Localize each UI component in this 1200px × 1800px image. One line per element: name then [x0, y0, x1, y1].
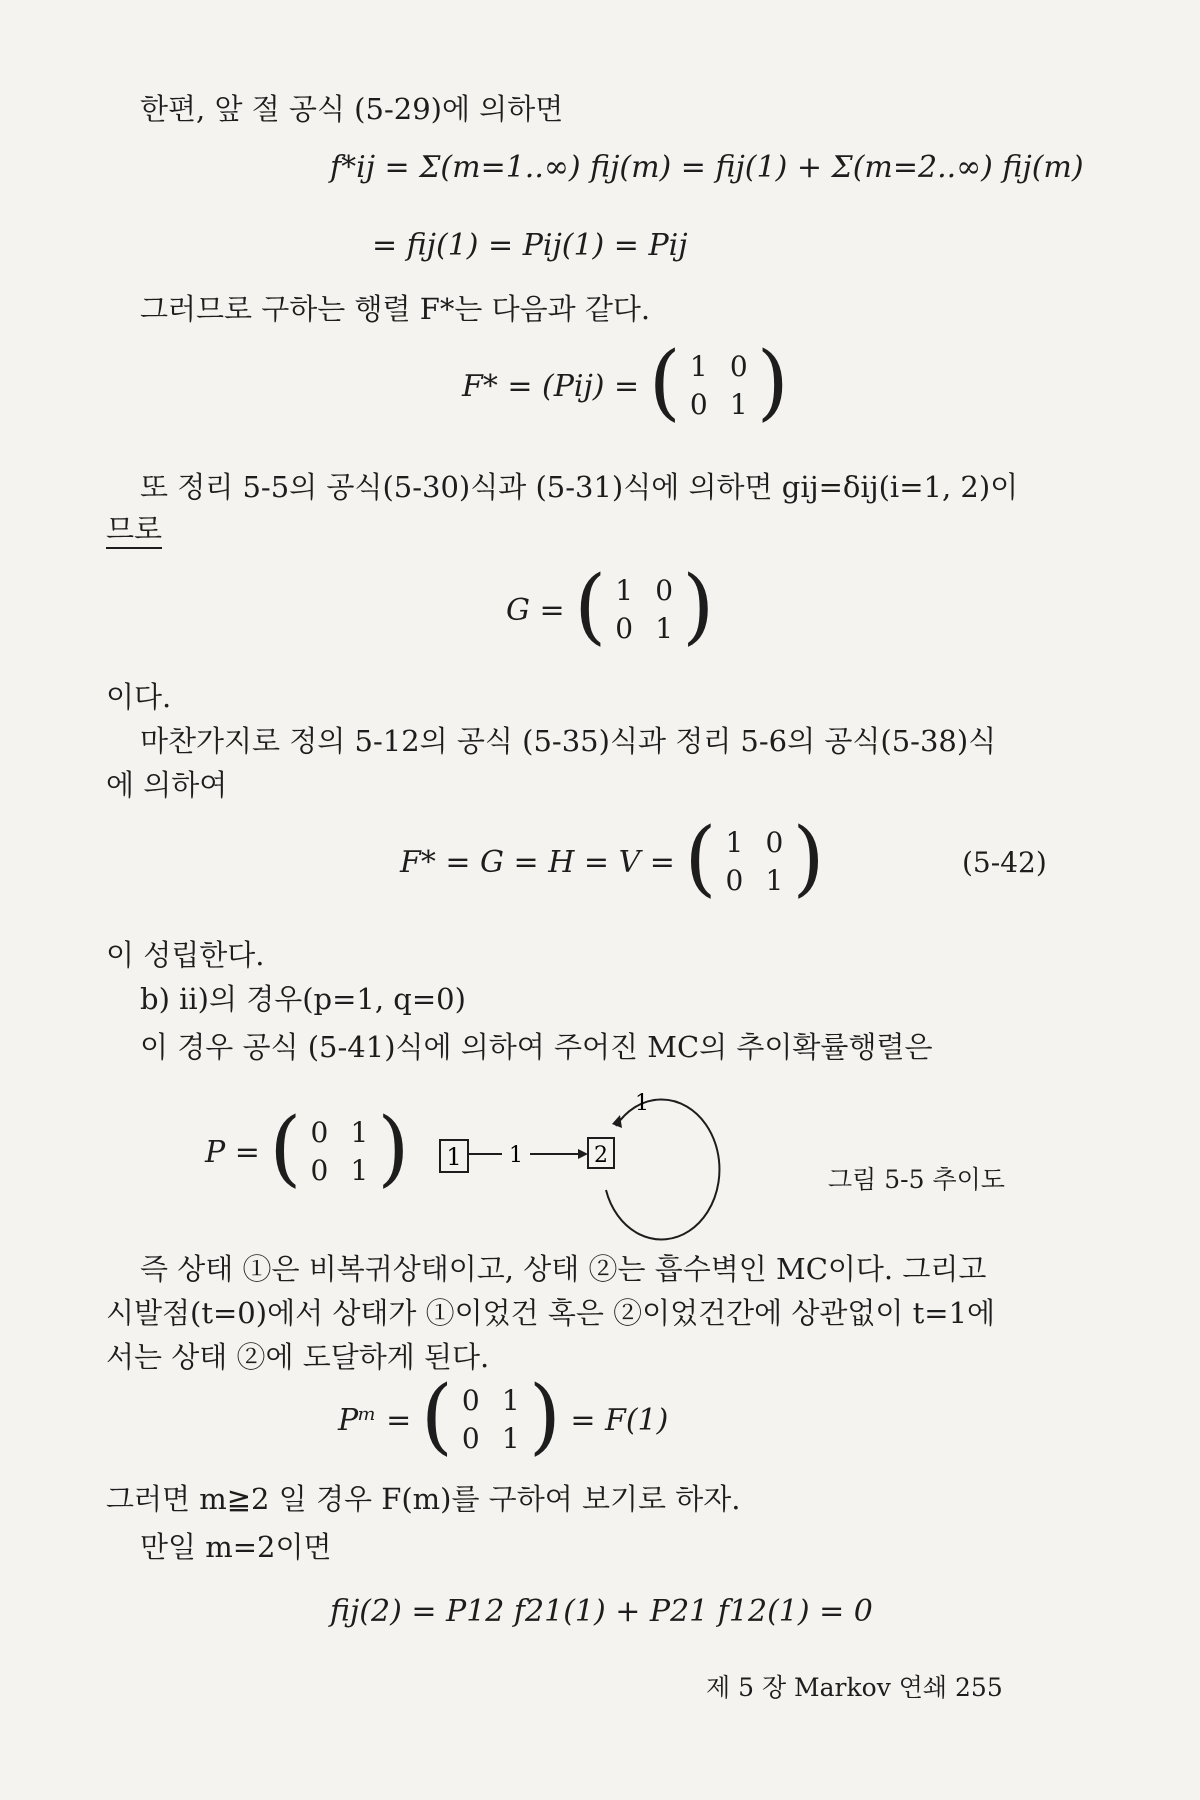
identity-matrix-3: ( 1 0 0 1 ): [684, 811, 825, 906]
equation-fghv-lhs: F* = G = H = V =: [400, 845, 675, 880]
paragraph-5-line-1: 마찬가지로 정의 5-12의 공식 (5-35)식과 정리 5-6의 공식(5-38)식: [140, 724, 997, 758]
paragraph-1: 한편, 앞 절 공식 (5-29)에 의하면: [140, 92, 564, 126]
matrix-cell: 0: [689, 388, 708, 421]
equation-f-star-ij: [330, 150, 1084, 185]
matrix-cell: 1: [350, 1154, 369, 1187]
transition-matrix-power: ( 0 1 0 1 ): [420, 1369, 561, 1464]
loop-label: 1: [635, 1091, 649, 1116]
paragraph-3-line-2-wrap: [106, 512, 162, 547]
paragraph-3-line-2: 므로: [106, 512, 162, 549]
equation-g-matrix: [506, 559, 715, 654]
matrix-cell: 0: [615, 612, 634, 645]
matrix-cell: 1: [765, 864, 784, 897]
paragraph-6: 이 성립한다.: [106, 938, 265, 972]
matrix-cell: 1: [501, 1422, 520, 1455]
matrix-cell: 1: [615, 574, 634, 607]
paragraph-4: 이다.: [106, 680, 172, 714]
paragraph-8: 이 경우 공식 (5-41)식에 의하여 주어진 MC의 추이확률행렬은: [140, 1030, 933, 1064]
arrowhead-icon: [578, 1149, 588, 1159]
matrix-cell: 0: [310, 1154, 329, 1187]
matrix-cell: 0: [461, 1422, 480, 1455]
paragraph-9-line-1: 즉 상태 ①은 비복귀상태이고, 상태 ②는 흡수벽인 MC이다. 그리고: [140, 1252, 987, 1286]
paragraph-7: b) ii)의 경우(p=1, q=0): [140, 982, 466, 1016]
equation-p-power-m: [338, 1369, 669, 1464]
state-1-label: 1: [446, 1143, 462, 1171]
paragraph-3-line-1: 또 정리 5-5의 공식(5-30)식과 (5-31)식에 의하면 gij=δij(i=1, 2)이: [140, 470, 1019, 504]
page-footer: 제 5 장 Markov 연쇄 255: [706, 1673, 1003, 1702]
state-2-label: 2: [594, 1143, 608, 1168]
self-loop: [606, 1099, 719, 1239]
equation-fghv-matrix: [400, 811, 825, 906]
identity-matrix-1: ( 1 0 0 1 ): [648, 335, 789, 430]
matrix-cell: 1: [350, 1116, 369, 1149]
figure-caption: 그림 5-5 추이도: [828, 1165, 1005, 1194]
matrix-cell: 1: [729, 388, 748, 421]
equation-p-matrix: [205, 1101, 410, 1196]
equation-number: (5-42): [962, 846, 1047, 879]
transition-matrix: ( 0 1 0 1 ): [269, 1101, 410, 1196]
matrix-cell: 0: [725, 864, 744, 897]
equation-p-power-rhs: = F(1): [570, 1403, 669, 1438]
matrix-cell: 0: [310, 1116, 329, 1149]
matrix-cell: 1: [689, 350, 708, 383]
paragraph-5-line-2: 에 의하여: [106, 768, 228, 802]
matrix-cell: 1: [501, 1384, 520, 1417]
equation-g-lhs: G =: [506, 593, 565, 628]
equation-f-star-matrix: [462, 335, 789, 430]
paragraph-9-line-2: 시발점(t=0)에서 상태가 ①이었건 혹은 ②이었건간에 상관없이 t=1에: [106, 1296, 996, 1330]
matrix-cell: 0: [765, 826, 784, 859]
matrix-cell: 0: [729, 350, 748, 383]
equation-fij-2: fij(2) = P12 f21(1) + P21 f12(1) = 0: [330, 1594, 873, 1629]
identity-matrix-2: ( 1 0 0 1 ): [574, 559, 715, 654]
edge-label: 1: [509, 1143, 523, 1168]
transition-diagram: [430, 1090, 750, 1250]
matrix-cell: 1: [725, 826, 744, 859]
paragraph-11: 만일 m=2이면: [140, 1530, 332, 1564]
equation-f-star-ij-text: f*ij = Σ(m=1..∞) fij(m) = fij(1) + Σ(m=2..∞) fij(m): [330, 150, 1084, 185]
paragraph-10: 그러면 m≧2 일 경우 F(m)를 구하여 보기로 하자.: [106, 1482, 741, 1516]
matrix-cell: 0: [655, 574, 674, 607]
paragraph-9-line-3: 서는 상태 ②에 도달하게 된다.: [106, 1340, 490, 1374]
equation-p-power-lhs: Pᵐ =: [338, 1403, 412, 1438]
equation-f-star-lhs: F* = (Pij) =: [462, 369, 640, 404]
equation-p-lhs: P =: [205, 1135, 260, 1170]
matrix-cell: 0: [461, 1384, 480, 1417]
matrix-cell: 1: [655, 612, 674, 645]
equation-f-star-ij-cont: = fij(1) = Pij(1) = Pij: [372, 228, 688, 263]
paragraph-2: 그러므로 구하는 행렬 F*는 다음과 같다.: [140, 292, 651, 326]
